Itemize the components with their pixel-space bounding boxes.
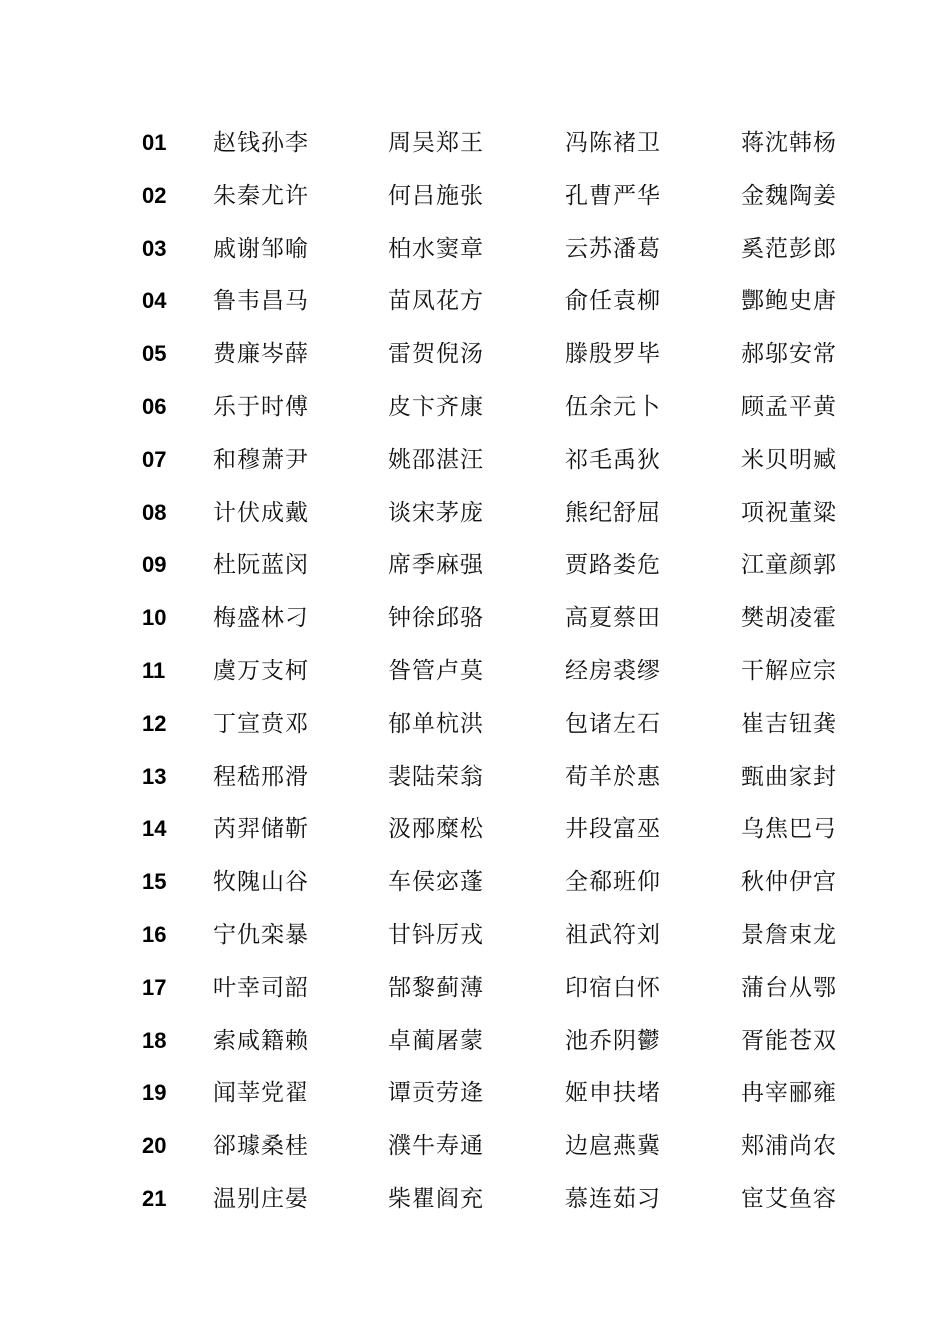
surname-group: 谈宋茅庞	[388, 499, 484, 526]
surname-group: 牧隗山谷	[213, 869, 309, 896]
surname-group: 乌焦巴弓	[741, 816, 837, 843]
surname-group: 冯陈褚卫	[565, 130, 661, 156]
surname-group: 干解应宗	[741, 657, 837, 684]
surname-group: 边扈燕冀	[565, 1133, 661, 1160]
row-number: 01	[142, 130, 167, 155]
surname-group: 高夏蔡田	[565, 605, 661, 632]
row-number: 05	[142, 341, 167, 367]
surname-group: 索咸籍赖	[213, 1027, 309, 1054]
table-row	[142, 751, 862, 804]
table-row	[142, 909, 862, 962]
surname-group: 郝邬安常	[741, 341, 837, 368]
surname-group: 蒋沈韩杨	[741, 130, 837, 156]
row-number: 07	[142, 446, 167, 472]
row-number: 15	[142, 869, 167, 895]
row-number: 13	[142, 763, 167, 789]
row-number: 21	[142, 1185, 167, 1211]
surname-group: 全郗班仰	[565, 869, 661, 896]
surname-group: 闻莘党翟	[213, 1080, 309, 1107]
surname-group: 景詹束龙	[741, 921, 837, 948]
surname-group: 宦艾鱼容	[741, 1185, 837, 1212]
surname-group: 雷贺倪汤	[388, 341, 484, 368]
surname-group: 宁仇栾暴	[213, 921, 309, 948]
surname-group: 濮牛寿通	[388, 1133, 484, 1160]
surname-group: 钟徐邱骆	[388, 605, 484, 632]
row-number: 04	[142, 288, 167, 314]
table-row	[142, 698, 862, 751]
surname-group: 席季麻强	[388, 552, 484, 579]
row-number: 11	[142, 657, 166, 683]
surname-group: 何吕施张	[388, 182, 484, 209]
surname-group: 蒲台从鄂	[741, 974, 837, 1001]
surname-group: 和穆萧尹	[213, 446, 309, 473]
surname-group: 鲁韦昌马	[213, 288, 309, 315]
surname-group: 印宿白怀	[565, 974, 661, 1001]
table-row	[142, 962, 862, 1015]
table-row	[142, 434, 862, 487]
surname-group: 柴瞿阎充	[388, 1185, 484, 1212]
table-row	[142, 1120, 862, 1173]
row-number: 19	[142, 1080, 167, 1106]
surname-group: 朱秦尤许	[213, 182, 309, 209]
surname-group: 胥能苍双	[741, 1027, 837, 1054]
surname-group: 慕连茹习	[565, 1185, 661, 1212]
surname-group: 云苏潘葛	[565, 235, 661, 262]
surname-group: 郜黎蓟薄	[388, 974, 484, 1001]
row-number: 16	[142, 921, 167, 947]
table-row	[142, 1015, 862, 1068]
surname-group: 崔吉钮龚	[741, 710, 837, 737]
table-row	[142, 117, 862, 170]
surname-group: 金魏陶姜	[741, 182, 837, 209]
surname-group: 甘钭厉戎	[388, 921, 484, 948]
surname-group: 包诸左石	[565, 710, 661, 737]
table-row	[142, 223, 862, 276]
table-row	[142, 328, 862, 381]
surname-group: 江童颜郭	[741, 552, 837, 579]
surname-group: 祁毛禹狄	[565, 446, 661, 473]
surname-group: 汲邴糜松	[388, 816, 484, 843]
table-row	[142, 803, 862, 856]
surname-group: 伍余元卜	[565, 393, 661, 420]
surname-group: 苗凤花方	[388, 288, 484, 315]
table-row	[142, 1173, 862, 1226]
table-row	[142, 170, 862, 223]
surname-group: 姚邵湛汪	[388, 446, 484, 473]
row-number: 17	[142, 974, 167, 1000]
row-number: 20	[142, 1133, 167, 1159]
row-number: 14	[142, 816, 167, 842]
surname-group: 戚谢邹喻	[213, 235, 309, 262]
surname-group: 程嵇邢滑	[213, 763, 309, 790]
row-number: 08	[142, 499, 167, 525]
row-number: 03	[142, 235, 167, 261]
surname-group: 丁宣贲邓	[213, 710, 309, 737]
surname-group: 芮羿储靳	[213, 816, 309, 843]
surname-group: 奚范彭郎	[741, 235, 837, 262]
surname-group: 乐于时傅	[213, 393, 309, 420]
surname-group: 荀羊於惠	[565, 763, 661, 790]
table-row	[142, 645, 862, 698]
surname-group: 姬申扶堵	[565, 1080, 661, 1107]
surname-group: 周吴郑王	[388, 130, 484, 156]
surname-group: 樊胡凌霍	[741, 605, 837, 632]
surname-group: 叶幸司韶	[213, 974, 309, 1001]
surname-group: 郤璩桑桂	[213, 1133, 309, 1160]
surname-group: 熊纪舒屈	[565, 499, 661, 526]
surname-group: 俞任袁柳	[565, 288, 661, 315]
table-row	[142, 275, 862, 328]
surname-group: 贾路娄危	[565, 552, 661, 579]
surname-group: 车侯宓蓬	[388, 869, 484, 896]
row-number: 12	[142, 710, 167, 736]
surname-group: 皮卞齐康	[388, 393, 484, 420]
surname-group: 梅盛林刁	[213, 605, 309, 632]
table-row	[142, 539, 862, 592]
surname-group: 顾孟平黄	[741, 393, 837, 420]
surname-group: 计伏成戴	[213, 499, 309, 526]
table-row	[142, 487, 862, 540]
row-number: 06	[142, 393, 167, 419]
surname-group: 温别庄晏	[213, 1185, 309, 1212]
table-row	[142, 1067, 862, 1120]
surname-group: 柏水窦章	[388, 235, 484, 262]
surname-group: 秋仲伊宫	[741, 869, 837, 896]
surname-group: 祖武符刘	[565, 921, 661, 948]
row-number: 09	[142, 552, 167, 578]
table-row	[142, 592, 862, 645]
surname-group: 郏浦尚农	[741, 1133, 837, 1160]
surname-group: 米贝明臧	[741, 446, 837, 473]
surname-group: 酆鲍史唐	[741, 288, 837, 315]
surname-group: 裴陆荣翁	[388, 763, 484, 790]
surname-group: 井段富巫	[565, 816, 661, 843]
surname-group: 经房裘缪	[565, 657, 661, 684]
surname-group: 虞万支柯	[213, 657, 309, 684]
row-number: 02	[142, 182, 167, 208]
table-row	[142, 381, 862, 434]
row-number: 18	[142, 1027, 167, 1053]
row-number: 10	[142, 605, 167, 631]
surname-group: 费廉岑薛	[213, 341, 309, 368]
surname-group: 郁单杭洪	[388, 710, 484, 737]
surname-group: 谭贡劳逄	[388, 1080, 484, 1107]
surname-group: 滕殷罗毕	[565, 341, 661, 368]
surname-table	[142, 117, 862, 1226]
table-row	[142, 856, 862, 909]
surname-group: 杜阮蓝闵	[213, 552, 309, 579]
surname-group: 孔曹严华	[565, 182, 661, 209]
surname-group: 冉宰郦雍	[741, 1080, 837, 1107]
surname-group: 池乔阴鬱	[565, 1027, 661, 1054]
surname-group: 卓蔺屠蒙	[388, 1027, 484, 1054]
surname-group: 昝管卢莫	[388, 657, 484, 684]
surname-group: 甄曲家封	[741, 763, 837, 790]
surname-group: 项祝董粱	[741, 499, 837, 526]
surname-group: 赵钱孙李	[213, 130, 309, 156]
